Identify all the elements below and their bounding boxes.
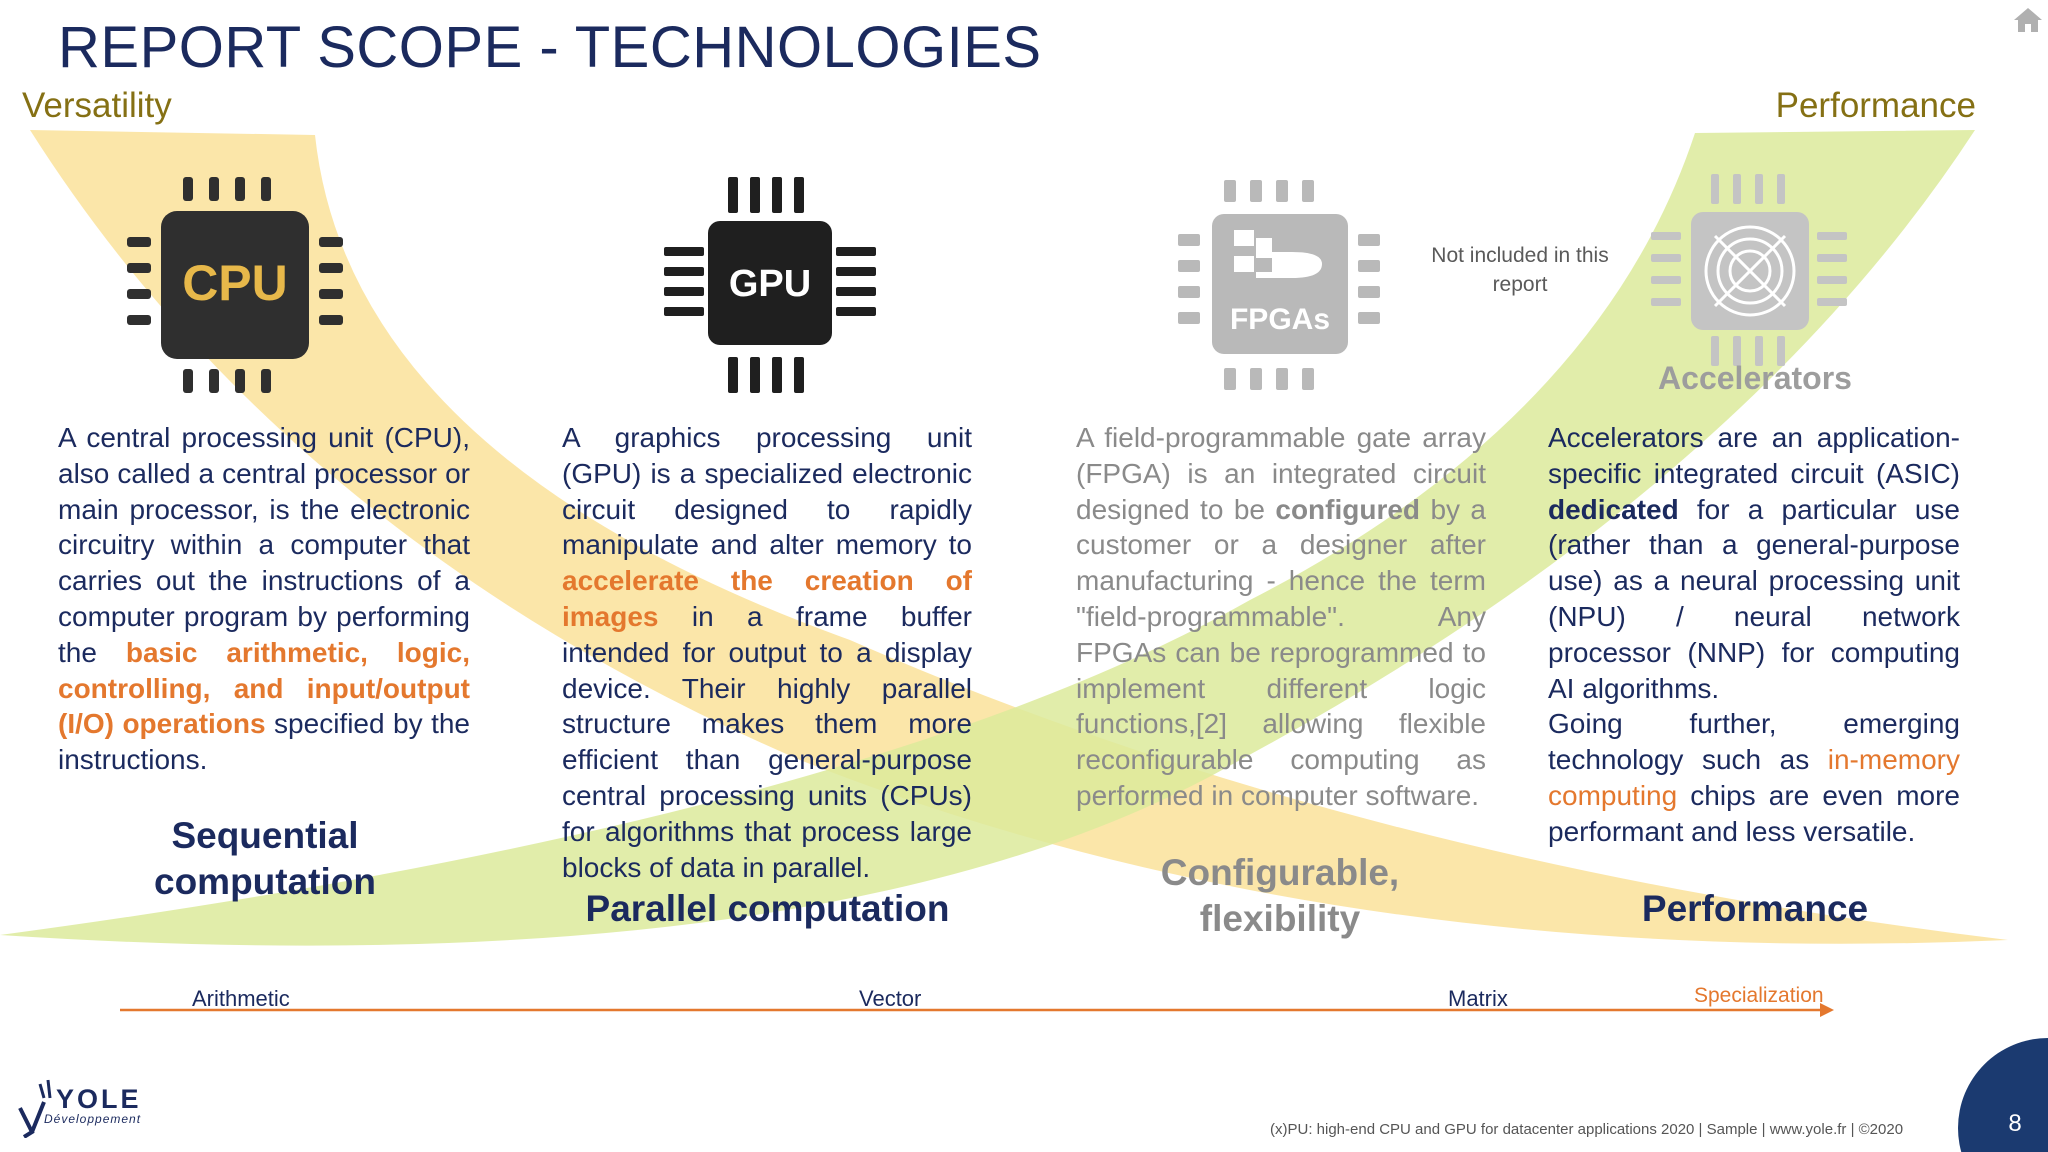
cpu-highlight: basic arithmetic, logic, controlling, and input/output (I/O) operations [58, 636, 470, 740]
yole-logo-mark [16, 1076, 56, 1138]
accelerator-description: Accelerators are an application-specific integrated circuit (ASIC) dedicated for a particular use (rather than a general-purpose use) as a neural processing unit (NPU) / neural network processor (NNP) for computing AI algorithms. Going further, emerging technology such as in-memory computing chips are even more performant and less versatile. [1548, 422, 1960, 847]
cpu-chip-label: CPU [182, 255, 288, 311]
gpu-caption: Parallel computation [585, 888, 950, 929]
logo-subtitle: Développement [44, 1112, 142, 1126]
cpu-caption: Sequential computation [154, 815, 376, 902]
fpga-chip-icon [1172, 178, 1388, 394]
not-included-note: Not included in this report [1431, 244, 1609, 296]
axis-label-vector: Vector [859, 986, 922, 1011]
home-icon[interactable] [2012, 6, 2044, 34]
performance-label: Performance [1775, 86, 1976, 125]
accel-highlight: in-memory computing [1548, 744, 1960, 811]
footer-text: (x)PU: high-end CPU and GPU for datacenter applications 2020 | Sample | www.yole.fr | ©2020 [1270, 1121, 1904, 1138]
axis-label-specialization: Specialization [1694, 984, 1824, 1007]
fpga-chip-label: FPGAs [1229, 303, 1331, 336]
fpga-caption: Configurable, flexibility [1160, 852, 1400, 939]
gpu-highlight: accelerate the creation of images [562, 565, 972, 632]
page-number: 8 [2008, 1110, 2022, 1137]
accelerator-chip-label: Accelerators [1658, 360, 1852, 396]
gpu-chip-label: GPU [728, 263, 812, 305]
axis-label-arithmetic: Arithmetic [192, 986, 290, 1011]
fpga-bold: configured [1275, 493, 1421, 525]
accelerator-chip-icon [1645, 170, 1865, 370]
fpga-description: A field-programmable gate array (FPGA) is an integrated circuit designed to be configured by a customer or a designer after manufacturing - hence the term "field-programmable". Any FPGAs can be reprogrammed to implement different logic functions,[2] allowing flexible reconfigurable computing as performed in computer software. [1076, 422, 1486, 811]
versatility-label: Versatility [22, 86, 172, 125]
gpu-description: A graphics processing unit (GPU) is a specialized electronic circuit designed to rapidly manipulate and alter memory to accelerate the creation of images in a frame buffer intended for output to a display device. Their highly parallel structure makes them more efficient than general-purpose central processing units (CPUs) for algorithms that process large blocks of data in parallel. [562, 422, 972, 883]
accel-bold: dedicated [1548, 493, 1679, 525]
page-title: REPORT SCOPE - TECHNOLOGIES [58, 15, 1042, 80]
axis-label-matrix: Matrix [1448, 986, 1508, 1011]
logo-name: YOLE [56, 1084, 142, 1114]
cpu-description: A central processing unit (CPU), also called a central processor or main processor, is the electronic circuitry within a computer that carries out the instructions of a computer program by performing the basic arithmetic, logic, controlling, and input/output (I/O) operations specified by the instructions. [58, 422, 470, 776]
accelerator-caption: Performance [1641, 888, 1869, 929]
